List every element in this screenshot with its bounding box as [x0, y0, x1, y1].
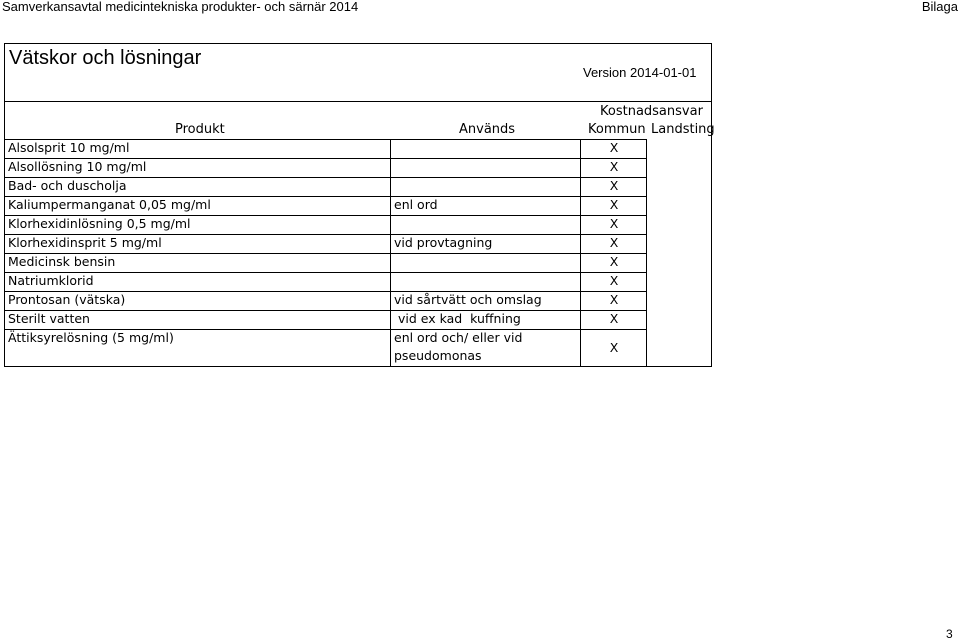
cell-anvands: vid sårtvätt och omslag [394, 292, 542, 307]
cell-anvands: vid ex kad kuffning [394, 311, 521, 326]
cell-kommun: X [609, 178, 619, 193]
cell-kommun: X [609, 254, 619, 269]
cell-kommun: X [609, 311, 619, 326]
column-header-kommun: Kommun [588, 122, 646, 137]
cell-kommun: X [609, 292, 619, 307]
cell-anvands-line2: pseudomonas [394, 348, 482, 363]
cell-produkt: Klorhexidinlösning 0,5 mg/ml [8, 216, 191, 231]
cell-kommun: X [609, 216, 619, 231]
cell-produkt: Medicinsk bensin [8, 254, 116, 269]
cell-produkt: Ättiksyrelösning (5 mg/ml) [8, 330, 174, 345]
column-header-landsting: Landsting [651, 122, 715, 137]
cell-produkt: Prontosan (vätska) [8, 292, 126, 307]
row-divider [4, 310, 647, 311]
column-header-anvands: Används [459, 122, 516, 137]
cell-produkt: Klorhexidinsprit 5 mg/ml [8, 235, 162, 250]
cell-anvands: vid provtagning [394, 235, 493, 250]
cell-anvands: enl ord [394, 197, 438, 212]
cell-produkt: Sterilt vatten [8, 311, 90, 326]
title-divider [4, 101, 712, 102]
cell-kommun: X [609, 140, 619, 155]
cell-kommun: X [609, 273, 619, 288]
row-divider [4, 272, 647, 273]
page-header [0, 0, 960, 14]
cell-anvands: enl ord och/ eller vid [394, 330, 523, 345]
cell-kommun: X [609, 340, 619, 355]
cell-kommun: X [609, 159, 619, 174]
cell-kommun: X [609, 197, 619, 212]
page-title: Vätskor och lösningar [9, 47, 202, 69]
version-label: Version 2014-01-01 [583, 65, 697, 80]
cell-kommun: X [609, 235, 619, 250]
cell-produkt: Bad- och duscholja [8, 178, 127, 193]
cell-produkt: Natriumklorid [8, 273, 94, 288]
header-attachment-label: Bilaga [921, 0, 958, 14]
column-group-kostnadsansvar: Kostnadsansvar [600, 104, 703, 119]
header-document-title: Samverkansavtal medicintekniska produkter- och särnär 2014 [2, 0, 359, 14]
cell-produkt: Alsolsprit 10 mg/ml [8, 140, 130, 155]
page-number: 3 [946, 627, 953, 641]
column-header-produkt: Produkt [175, 122, 225, 137]
cell-produkt: Kaliumpermanganat 0,05 mg/ml [8, 197, 211, 212]
column-divider [390, 139, 391, 367]
cell-produkt: Alsollösning 10 mg/ml [8, 159, 147, 174]
